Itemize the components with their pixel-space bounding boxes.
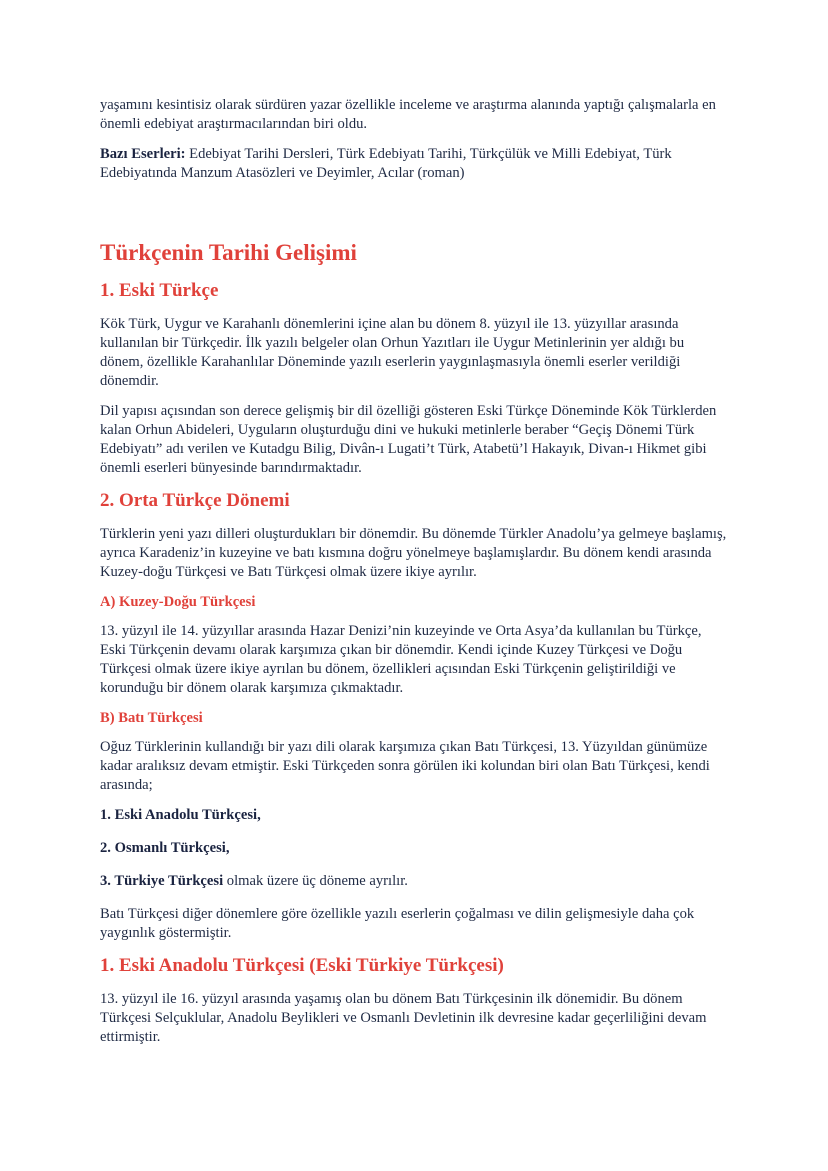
intro-paragraph: yaşamını kesintisiz olarak sürdüren yazar özellikle inceleme ve araştırma alanında yaptığı çalışmalarla en önemli edebiyat araştırmacılarından biri oldu. bbox=[100, 97, 716, 132]
list-item-rest: olmak üzere üç döneme ayrılır. bbox=[223, 873, 408, 889]
eski-turkce-paragraph-1: Kök Türk, Uygur ve Karahanlı dönemlerini içine alan bu dönem 8. yüzyıl ile 13. yüzyıllar arasında kullanılan bir Türkçedir. İlk yazılı belgeler olan Orhun Yazıtları ile Uygur Metinlerinin yer aldığı bu dönem, özellikle Karahanlılar Döneminde yazılı eserlerin yaygınlaşmasıyla önemli eserler verildiği dönemdir. bbox=[100, 316, 685, 389]
list-item-bold: 1. Eski Anadolu Türkçesi, bbox=[100, 807, 261, 823]
section-heading-orta-turkce: 2. Orta Türkçe Dönemi bbox=[100, 490, 290, 511]
works-paragraph bbox=[100, 145, 730, 183]
list-item bbox=[100, 872, 730, 891]
bati-turkcesi-closing: Batı Türkçesi diğer dönemlere göre özellikle yazılı eserlerin çoğalması ve dilin gelişmesiyle daha çok yaygınlık göstermiştir. bbox=[100, 906, 695, 941]
eski-anadolu-paragraph: 13. yüzyıl ile 16. yüzyıl arasında yaşamış olan bu dönem Batı Türkçesinin ilk dönemidir. Bu dönem Türkçesi Selçuklular, Anadolu Beylikleri ve Osmanlı Devletinin ilk devresine kadar geçerliliğini devam ettirmiştir. bbox=[100, 991, 707, 1045]
list-item-bold: 2. Osmanlı Türkçesi, bbox=[100, 840, 230, 856]
subheading-bati-turkcesi: B) Batı Türkçesi bbox=[100, 710, 203, 726]
section-heading-eski-anadolu: 1. Eski Anadolu Türkçesi (Eski Türkiye Türkçesi) bbox=[100, 955, 504, 976]
list-item bbox=[100, 806, 730, 825]
kuzey-dogu-paragraph: 13. yüzyıl ile 14. yüzyıllar arasında Hazar Denizi’nin kuzeyinde ve Orta Asya’da kullanılan bu Türkçe, Eski Türkçenin devamı olarak karşımıza çıkan bir dönemdir. Kendi içinde Kuzey Türkçesi ve Doğu Türkçesi olmak üzere ikiye ayrılan bu dönem, özellikleri açısından Eski Türkçenin geliştirildiği ve korunduğu bir dönem olarak karşımıza çıkmaktadır. bbox=[100, 623, 702, 696]
subheading-kuzey-dogu: A) Kuzey-Doğu Türkçesi bbox=[100, 594, 256, 610]
list-item-bold: 3. Türkiye Türkçesi bbox=[100, 873, 224, 889]
main-title: Türkçenin Tarihi Gelişimi bbox=[100, 240, 357, 265]
works-label: Bazı Eserleri: bbox=[100, 146, 186, 162]
orta-turkce-paragraph: Türklerin yeni yazı dilleri oluşturdukları bir dönemdir. Bu dönemde Türkler Anadolu’ya gelmeye başlamış, ayrıca Karadeniz’in kuzeyine ve batı kısmına doğru yönelmeye başlamışlardır. Bu dönem kendi arasında Kuzey-doğu Türkçesi ve Batı Türkçesi olmak üzere ikiye ayrılır. bbox=[100, 526, 727, 580]
section-heading-eski-turkce: 1. Eski Türkçe bbox=[100, 280, 219, 301]
list-item bbox=[100, 839, 730, 858]
bati-turkcesi-paragraph: Oğuz Türklerinin kullandığı bir yazı dili olarak karşımıza çıkan Batı Türkçesi, 13. Yüzyıldan günümüze kadar aralıksız devam etmiştir. Eski Türkçeden sonra görülen iki kolundan biri olan Batı Türkçesi, kendi arasında; bbox=[100, 739, 710, 793]
works-text: Edebiyat Tarihi Dersleri, Türk Edebiyatı Tarihi, Türkçülük ve Milli Edebiyat, Türk Edebiyatında Manzum Atasözleri ve Deyimler, Acılar (roman) bbox=[100, 146, 672, 181]
eski-turkce-paragraph-2: Dil yapısı açısından son derece gelişmiş bir dil özelliği gösteren Eski Türkçe Döneminde Kök Türklerden kalan Orhun Abideleri, Uyguların oluşturduğu dini ve hukuki metinlerle beraber “Geçiş Dönemi Türk Edebiyatı” adı verilen ve Kutadgu Bilig, Divân-ı Lugati’t Türk, Atabetü’l Hakayık, Divan-ı Hikmet gibi önemli eserleri bünyesinde barındırmaktadır. bbox=[100, 403, 717, 476]
